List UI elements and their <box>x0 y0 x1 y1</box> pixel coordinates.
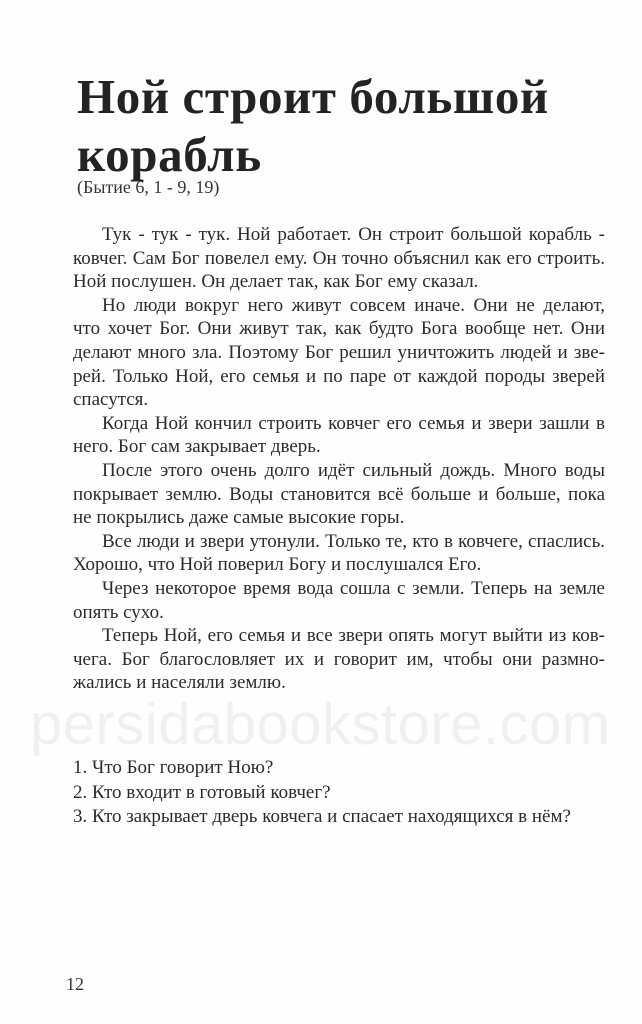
question-item: 3. Кто закрывает дверь ковчега и спасает находящихся в нём? <box>73 806 571 827</box>
text-line: ковчег. Сам Бог повелел ему. Он точно объяснил как его строить. <box>73 247 605 269</box>
paragraph <box>73 577 605 624</box>
text-line: рей. Только Ной, его семья и по паре от каждой породы зверей <box>73 365 605 387</box>
text-line: чега. Бог благословляет их и говорит им, чтобы они размно- <box>73 648 605 670</box>
scripture-reference: (Бытие 6, 1 - 9, 19) <box>77 177 220 197</box>
paragraph <box>73 412 605 459</box>
paragraph <box>73 223 605 294</box>
text-line: Но люди вокруг него живут совсем иначе. Они не делают, <box>102 294 605 316</box>
text-line: Все люди и звери утонули. Только те, кто в ковчеге, спаслись. <box>102 530 605 552</box>
text-line: Когда Ной кончил строить ковчег его семья и звери зашли в <box>102 412 605 434</box>
text-line: спасутся. <box>73 389 149 411</box>
page-title: Ной строит большой корабль <box>77 69 549 182</box>
paragraph <box>73 624 605 695</box>
text-line: Теперь Ной, его семья и все звери опять могут выйти из ков- <box>102 625 605 647</box>
story-text <box>73 223 605 695</box>
text-line: не покрылись даже самые высокие горы. <box>73 507 405 529</box>
paragraph <box>73 530 605 577</box>
text-line: Ной послушен. Он делает так, как Бог ему сказал. <box>73 271 479 293</box>
text-line: Через некоторое время вода сошла с земли. Теперь на земле <box>102 577 605 599</box>
text-line: Хорошо, что Ной поверил Богу и послушался Его. <box>73 554 482 576</box>
questions-list <box>73 756 613 830</box>
question-item: 1. Что Бог говорит Ною? <box>73 757 274 778</box>
text-line: покрывает землю. Воды становится всё больше и больше, пока <box>73 483 605 505</box>
paragraph <box>73 459 605 530</box>
page-number: 12 <box>66 974 84 994</box>
text-line: жались и населяли землю. <box>73 672 286 694</box>
paragraph <box>73 294 605 412</box>
text-line: делают много зла. Поэтому Бог решил уничтожить людей и зве- <box>73 341 605 363</box>
text-line: что хочет Бог. Они живут так, как будто Бога вообще нет. Они <box>73 318 605 340</box>
text-line: Тук - тук - тук. Ной работает. Он строит большой корабль - <box>102 224 605 245</box>
text-line: После этого очень долго идёт сильный дождь. Много воды <box>102 459 605 481</box>
question-item: 2. Кто входит в готовый ковчег? <box>73 781 331 803</box>
text-line: него. Бог сам закрывает дверь. <box>73 436 321 458</box>
text-line: опять сухо. <box>73 601 164 623</box>
watermark: persidabookstore.com <box>30 692 611 757</box>
